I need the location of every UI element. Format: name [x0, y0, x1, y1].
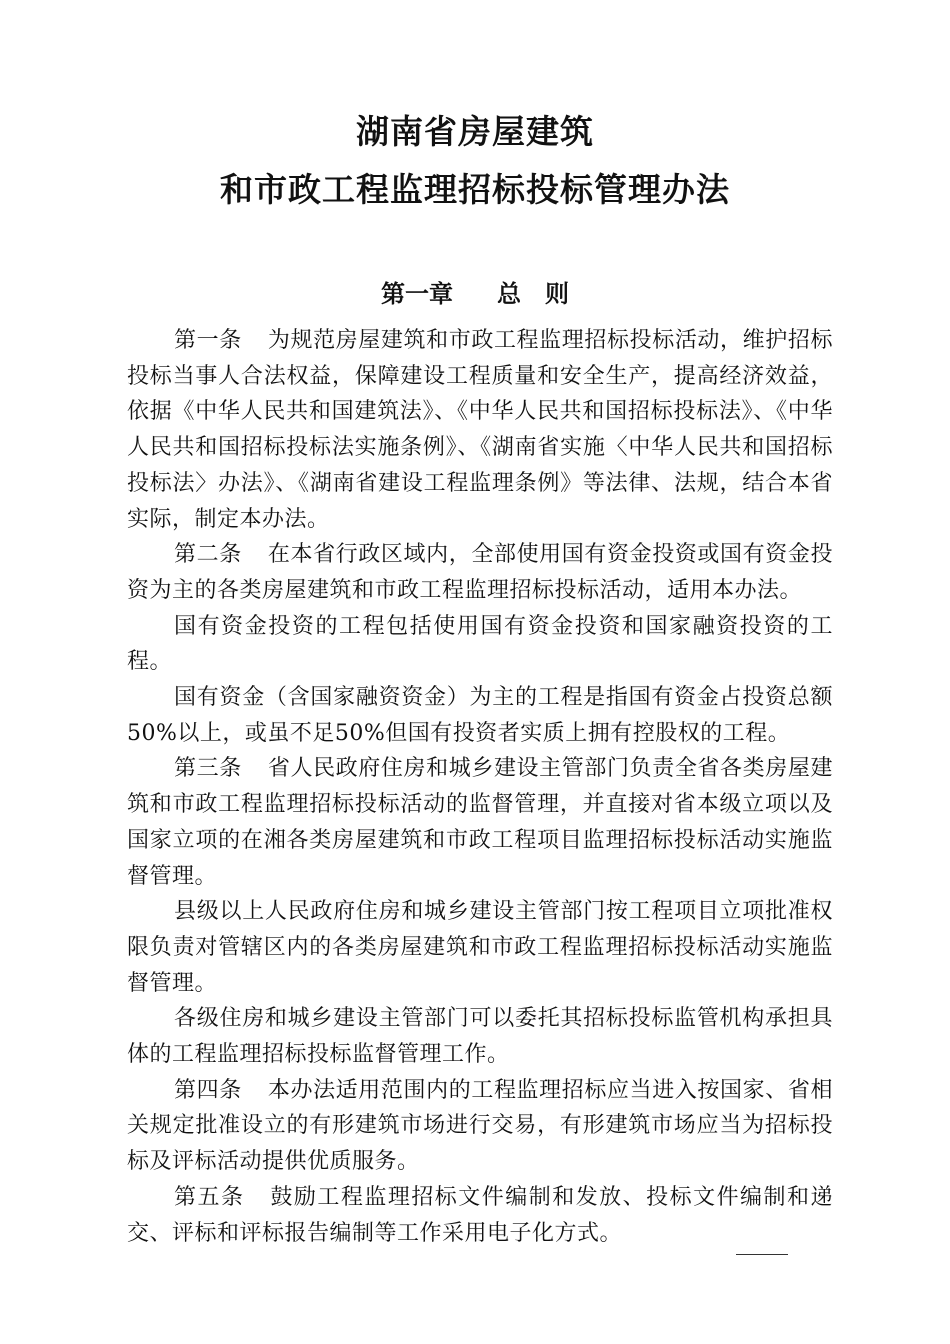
- paragraph: [127, 1001, 833, 1072]
- article-number: 第三条: [174, 756, 242, 782]
- chapter-title: 总则: [497, 279, 593, 308]
- chapter-label: 第一章: [381, 279, 453, 308]
- page-number-dash-left: [736, 1254, 762, 1255]
- article-text: 本办法适用范围内的工程监理招标应当进入按国家、省相关规定批准设立的有形建筑市场进行交易，有形建筑市场应当为招标投标及评标活动提供优质服务。: [127, 1077, 833, 1175]
- paragraph-text: 国有资金（含国家融资资金）为主的工程是指国有资金占投资总额50%以上，或虽不足50%但国有投资者实质上拥有控股权的工程。: [127, 685, 833, 746]
- article-text: 省人民政府住房和城乡建设主管部门负责全省各类房屋建筑和市政工程监理招标投标活动的监督管理，并直接对省本级立项以及国家立项的在湘各类房屋建筑和市政工程项目监理招标投标活动实施监督管理。: [127, 756, 833, 889]
- paragraph: [127, 609, 833, 680]
- article-number: 第五条: [174, 1184, 245, 1210]
- document-body: [127, 323, 833, 1251]
- article-number: 第二条: [174, 542, 242, 568]
- paragraph-text: 各级住房和城乡建设主管部门可以委托其招标投标监管机构承担具体的工程监理招标投标监督管理工作。: [127, 1006, 833, 1068]
- chapter-heading: [0, 279, 950, 309]
- article-paragraph: [127, 751, 833, 894]
- article-text: 鼓励工程监理招标文件编制和发放、投标文件编制和递交、评标和评标报告编制等工作采用电子化方式。: [127, 1184, 833, 1246]
- paragraph-text: 县级以上人民政府住房和城乡建设主管部门按工程项目立项批准权限负责对管辖区内的各类房屋建筑和市政工程监理招标投标活动实施监督管理。: [127, 899, 833, 996]
- article-number: 第四条: [174, 1077, 242, 1103]
- article-paragraph: [127, 1180, 833, 1251]
- paragraph-text: 国有资金投资的工程包括使用国有资金投资和国家融资投资的工程。: [127, 613, 833, 675]
- article-text: 在本省行政区域内，全部使用国有资金投资或国有资金投资为主的各类房屋建筑和市政工程监理招标投标活动，适用本办法。: [127, 542, 833, 603]
- document-title-line2: 和市政工程监理招标投标管理办法: [220, 170, 730, 209]
- paragraph: [127, 894, 833, 1001]
- page-number-footer: [736, 1242, 826, 1266]
- article-text: 为规范房屋建筑和市政工程监理招标投标活动，维护招标投标当事人合法权益，保障建设工程质量和安全生产，提高经济效益，依据《中华人民共和国建筑法》、《中华人民共和国招标投标法》、《中华人民共和国招标投标法实施条例》、《湖南省实施〈中华人民共和国招标投标法〉办法》、《湖南省建设工程监理条例》等法律、法规，结合本省实际，制定本办法。: [127, 328, 833, 532]
- article-paragraph: [127, 323, 833, 537]
- page-number-dash-right: [762, 1254, 788, 1255]
- document-title-line1: 湖南省房屋建筑: [356, 112, 594, 151]
- paragraph: [127, 680, 833, 751]
- article-number: 第一条: [174, 328, 242, 353]
- article-paragraph: [127, 1073, 833, 1180]
- article-paragraph: [127, 537, 833, 608]
